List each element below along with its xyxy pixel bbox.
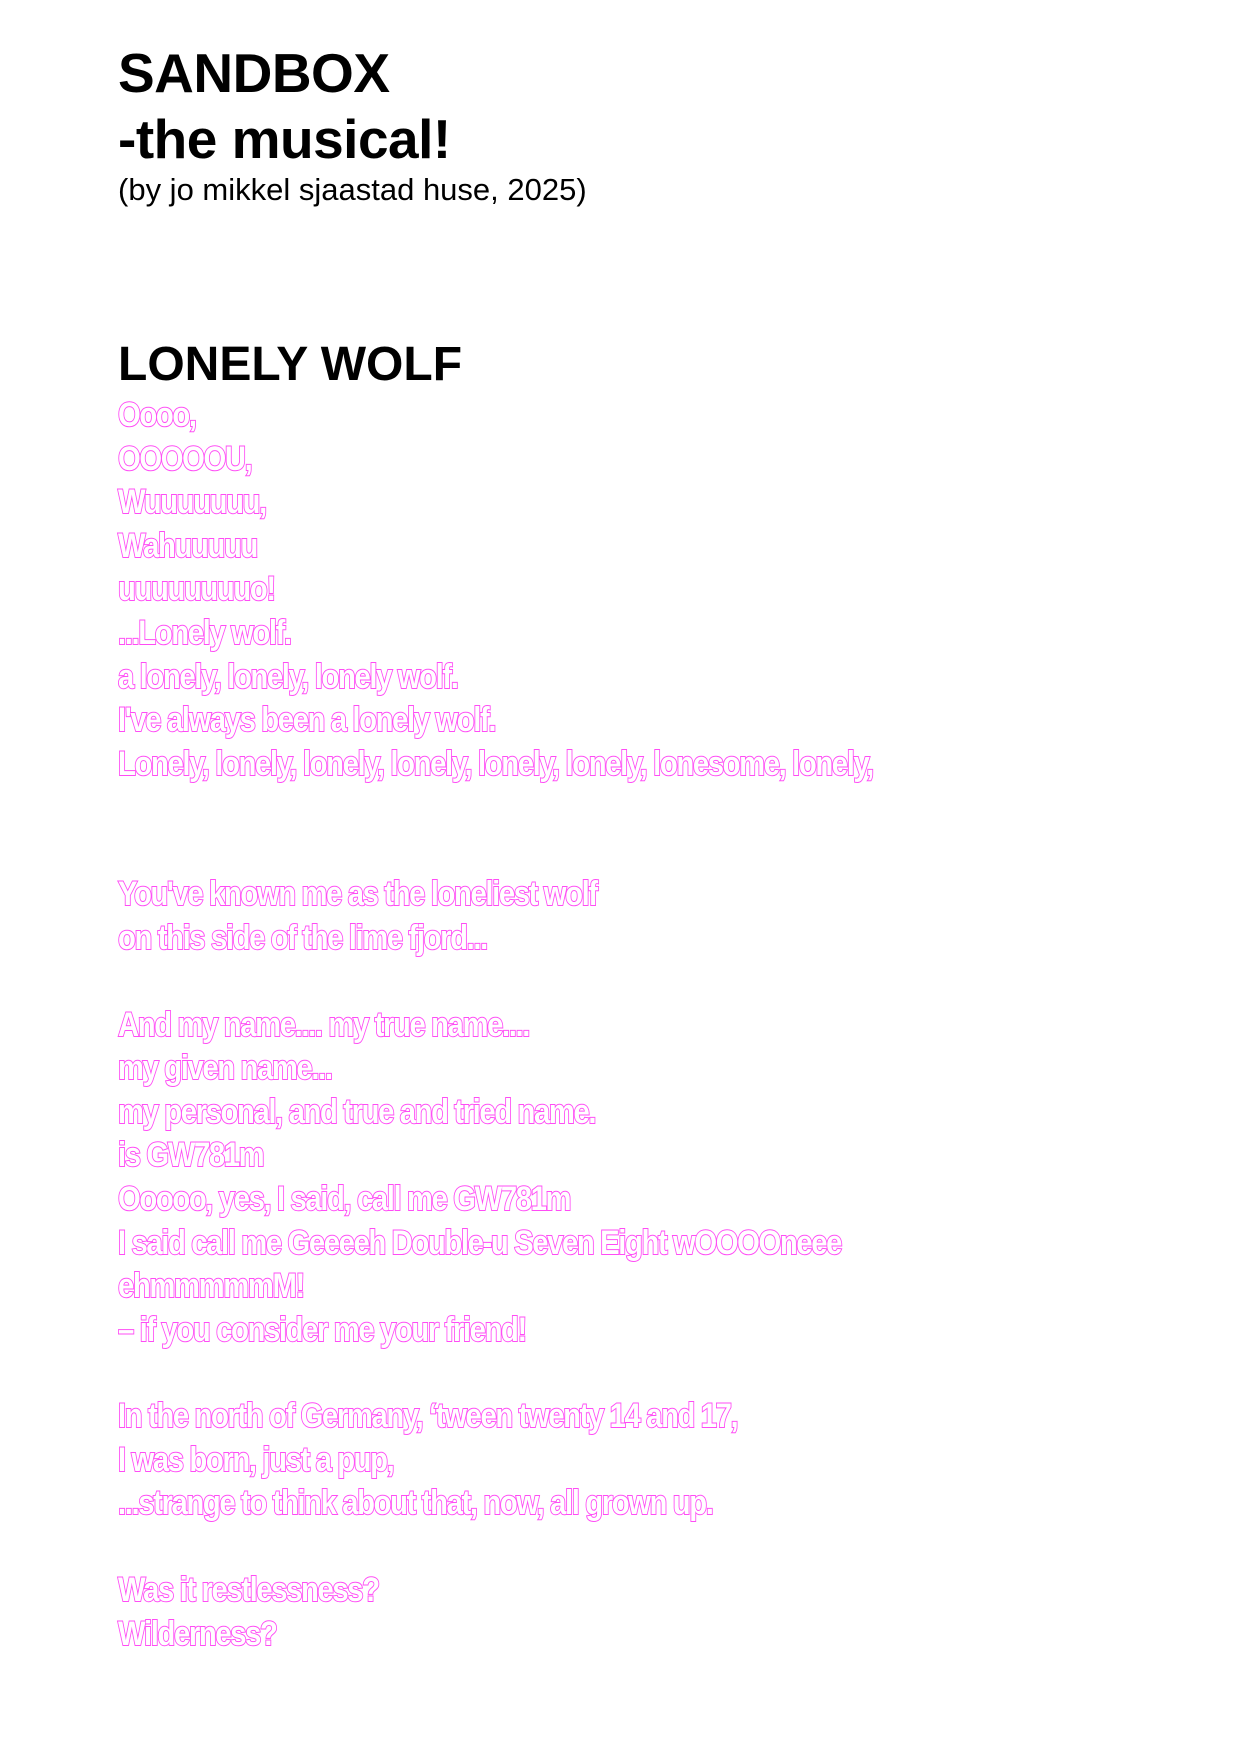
lyric-line: I've always been a lonely wolf. [118, 701, 496, 740]
lyrics-stanza [118, 1395, 1178, 1526]
lyrics-stanza [118, 1569, 1178, 1656]
lyric-line: I said call me Geeeeh Double-u Seven Eight wOOOOneee [118, 1223, 842, 1262]
lyric-line: You've known me as the loneliest wolf [118, 875, 597, 914]
lyrics-block [118, 394, 1178, 1699]
lyric-line: And my name.... my true name.... [118, 1005, 529, 1044]
lyric-line: my personal, and true and tried name. [118, 1092, 596, 1131]
page-subtitle: -the musical! [118, 108, 451, 170]
lyric-line: OOOOOU, [118, 439, 252, 478]
lyric-line: is GW781m [118, 1136, 264, 1175]
lyrics-stanza [118, 873, 1178, 960]
lyric-line: ehmmmmmM! [118, 1267, 304, 1306]
page-title: SANDBOX [118, 42, 390, 104]
document-content [118, 40, 1178, 1653]
song-title: LONELY WOLF [118, 338, 463, 391]
lyric-line: my given name... [118, 1049, 332, 1088]
lyrics-stanza [118, 394, 1178, 786]
lyric-line: Wahuuuuu [118, 526, 257, 565]
lyric-line: In the north of Germany, ‘tween twenty 14 and 17, [118, 1397, 738, 1436]
lyric-line: – if you consider me your friend! [118, 1310, 526, 1349]
lyric-line: Wuuuuuuu, [118, 483, 266, 522]
lyrics-stanza [118, 1004, 1178, 1353]
lyric-line: Lonely, lonely, lonely, lonely, lonely, lonely, lonesome, lonely, [118, 744, 873, 783]
lyric-line: ...Lonely wolf. [118, 613, 291, 652]
lyric-line: Oooo, [118, 396, 196, 434]
lyric-line: Wilderness? [118, 1614, 277, 1653]
lyric-line: uuuuuuuuo! [118, 570, 275, 609]
lyric-line: Ooooo, yes, I said, call me GW781m [118, 1179, 571, 1218]
author-byline: (by jo mikkel sjaastad huse, 2025) [118, 172, 587, 207]
lyric-line: a lonely, lonely, lonely wolf. [118, 657, 458, 696]
lyric-line: on this side of the lime fjord... [118, 918, 487, 957]
lyric-line: ...strange to think about that, now, all grown up. [118, 1484, 713, 1523]
lyric-line: Was it restlessness? [118, 1571, 379, 1610]
lyric-line: I was born, just a pup, [118, 1440, 394, 1479]
